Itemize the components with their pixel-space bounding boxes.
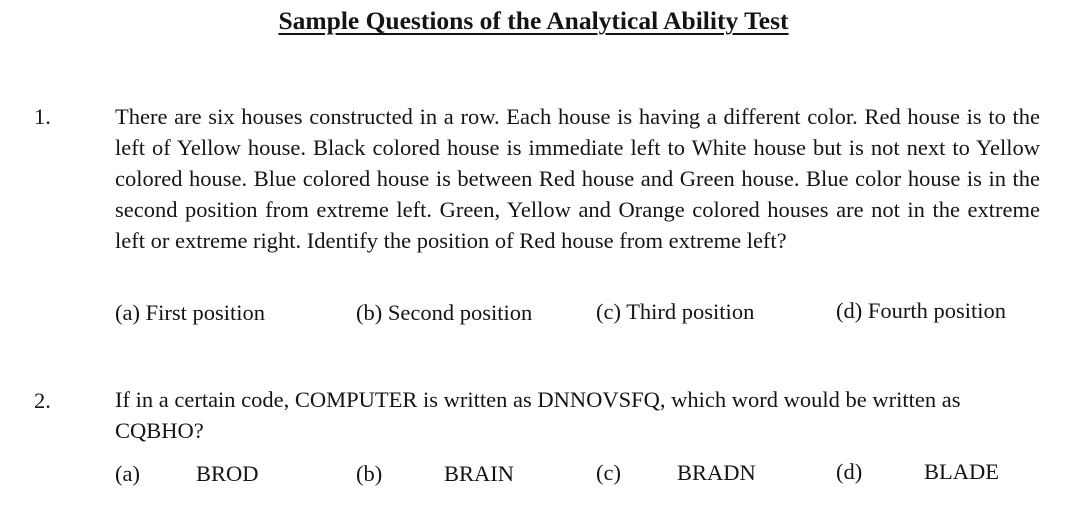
question-1-option-b: (b) Second position	[356, 300, 533, 325]
question-2-option-a-text: BROD	[196, 461, 259, 486]
question-1-option-c: (c) Third position	[596, 299, 755, 324]
question-2-option-b-label: (b)	[356, 461, 383, 486]
question-2-option-d-text: BLADE	[924, 459, 999, 484]
question-1-number: 1.	[34, 104, 51, 129]
question-1-text: There are six houses constructed in a row. Each house is having a different color. Red house is to the left of Yellow house. Black colored house is immediate left to White house but is not next to Yellow colored house. Blue colored house is between Red house and Green house. Blue color house is in the second position from extreme left. Green, Yellow and Orange colored houses are not in the extreme left or extreme right. Identify the position of Red house from extreme left?	[115, 104, 1040, 253]
question-2-option-a-label: (a)	[115, 461, 140, 486]
page-title: Sample Questions of the Analytical Ability Test	[278, 6, 789, 35]
question-2-option-c-text: BRADN	[677, 460, 756, 485]
question-1-option-a: (a) First position	[115, 300, 265, 325]
question-1-option-d: (d) Fourth position	[836, 298, 1007, 323]
question-2-option-c-label: (c)	[596, 460, 621, 485]
question-2-text: If in a certain code, COMPUTER is written as DNNOVSFQ, which word would be written as CQBHO?	[115, 387, 961, 443]
question-2-option-b-text: BRAIN	[444, 461, 515, 486]
question-2-number: 2.	[34, 388, 51, 413]
question-2-option-d-label: (d)	[836, 459, 863, 484]
